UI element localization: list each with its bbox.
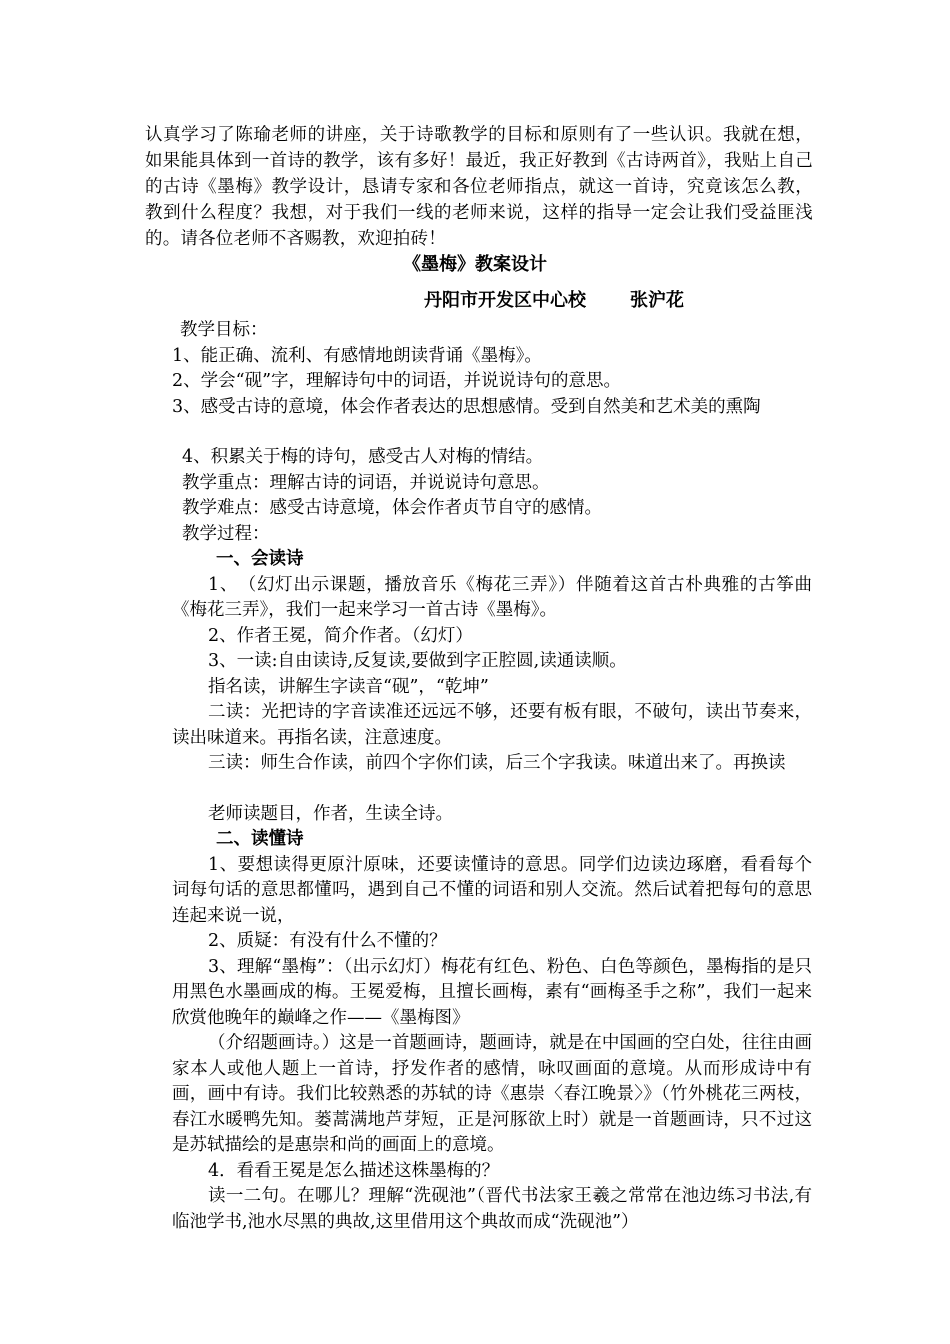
paragraph: 1、要想读得更原汁原味，还要读懂诗的意思。同学们边读边琢磨，看看每个词每句话的意思都懂吗，遇到自己不懂的词语和别人交流。然后试着把每句的意思连起来说一说，	[172, 854, 812, 926]
key-point: 教学重点：理解古诗的词语，并说说诗句意思。	[182, 472, 550, 493]
objectives-heading: 教学目标：	[180, 320, 268, 340]
intro-paragraph: 认真学习了陈瑜老师的讲座，关于诗歌教学的目标和原则有了一些认识。我就在想，如果能具体到一首诗的教学，该有多好！最近，我正好教到《古诗两首》，我贴上自己的古诗《墨梅》教学设计，恳请专家和各位老师指点，就这一首诗，究竟该怎么教，教到什么程度？我想，对于我们一线的老师来说，这样的指导一定会让我们受益匪浅的。请各位老师不吝赐教，欢迎拍砖！	[145, 125, 813, 249]
paragraph: 二读：光把诗的字音读准还远远不够，还要有板有眼，不破句，读出节奏来，读出味道来。再指名读，注意速度。	[172, 702, 812, 748]
process-heading: 教学过程：	[182, 523, 270, 544]
objective-item: 2、学会“砚”字，理解诗句中的词语，并说说诗句的意思。	[172, 371, 622, 391]
lesson-body	[172, 318, 812, 1235]
paragraph: 1、 （幻灯出示课题，播放音乐《梅花三弄》）伴随着这首古朴典雅的古筝曲《梅花三弄》，我们一起来学习一首古诗《墨梅》。	[172, 574, 812, 620]
paragraph: 老师读题目，作者，生读全诗。	[208, 803, 453, 824]
difficulty: 教学难点：感受古诗意境，体会作者贞节自守的感情。	[182, 498, 602, 518]
author-name: 张沪花	[630, 290, 684, 311]
objective-item: 4、积累关于梅的诗句，感受古人对梅的情结。	[182, 447, 544, 467]
objective-item: 3、感受古诗的意境，体会作者表达的思想感情。受到自然美和艺术美的熏陶	[172, 396, 761, 417]
paragraph: 3、理解“墨梅”：（出示幻灯）梅花有红色、粉色、白色等颜色，墨梅指的是只用黑色水墨画成的梅。王冕爱梅，且擅长画梅，素有“画梅圣手之称”，我们一起来欣赏他晚年的巅峰之作——《墨梅图》	[172, 956, 812, 1028]
paragraph: 读一二句。在哪儿？理解“洗砚池”（晋代书法家王羲之常常在池边练习书法,有临池学书,池水尽黑的典故,这里借用这个典故而成“洗砚池”）	[172, 1186, 812, 1232]
lesson-plan-title: 《墨梅》教案设计	[403, 254, 547, 275]
section-heading: 二、读懂诗	[216, 829, 304, 849]
author-school: 丹阳市开发区中心校	[424, 290, 586, 311]
author-line	[424, 286, 684, 312]
paragraph: （介绍题画诗。）这是一首题画诗，题画诗，就是在中国画的空白处，往往由画家本人或他人题上一首诗，抒发作者的感情，咏叹画面的意境。从而形成诗中有画，画中有诗。我们比较熟悉的苏轼的诗《惠崇〈春江晚景〉》（竹外桃花三两枝，春江水暖鸭先知。蒌蒿满地芦芽短，正是河豚欲上时）就是一首题画诗，只不过这是苏轼描绘的是惠崇和尚的画面上的意境。	[172, 1033, 812, 1155]
paragraph: 4．看看王冕是怎么描述这株墨梅的？	[208, 1160, 500, 1181]
paragraph: 指名读，讲解生字读音“砚”，“乾坤”	[208, 676, 489, 697]
paragraph: 2、作者王冕，简介作者。（幻灯）	[208, 625, 473, 646]
paragraph: 三读：师生合作读，前四个字你们读，后三个字我读。味道出来了。再换读	[208, 753, 786, 773]
section-heading: 一、会读诗	[216, 549, 304, 569]
paragraph: 3、一读:自由读诗,反复读,要做到字正腔圆,读通读顺。	[208, 651, 627, 671]
paragraph: 2、质疑：有没有什么不懂的？	[208, 931, 447, 951]
objective-item: 1、能正确、流利、有感情地朗读背诵《墨梅》。	[172, 345, 542, 366]
